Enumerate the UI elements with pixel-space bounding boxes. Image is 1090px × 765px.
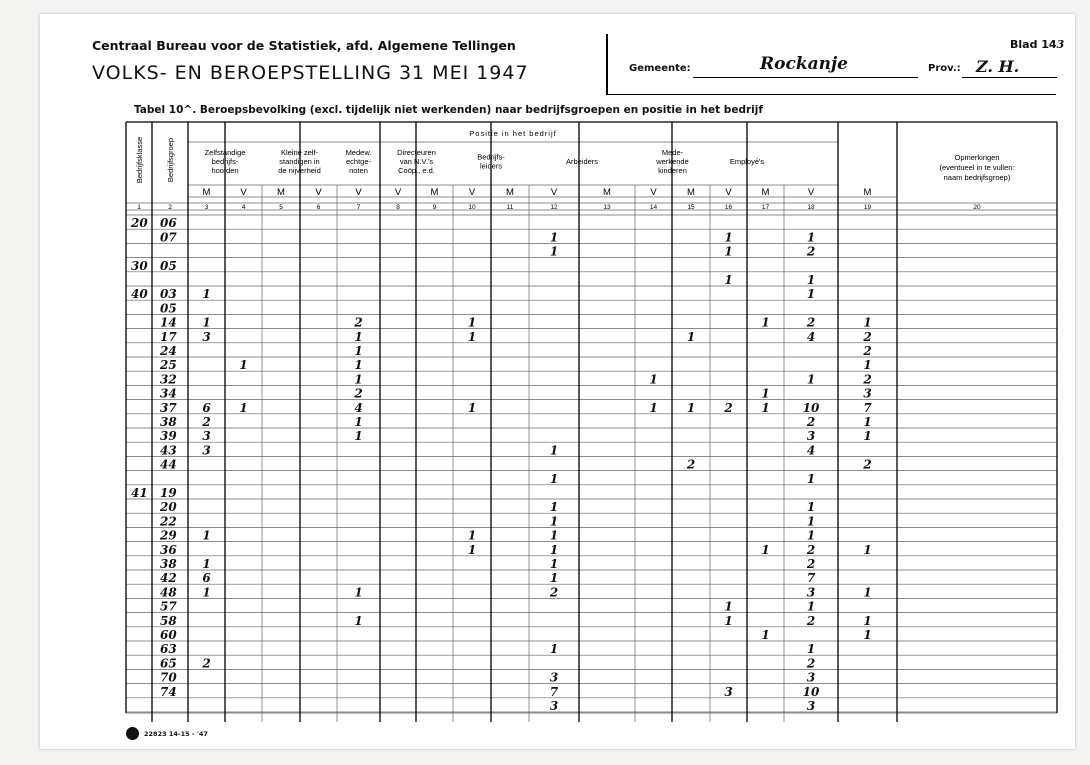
arbeiders-header-line: Arbeiders: [565, 157, 599, 166]
entry-col-12: 2: [549, 585, 559, 600]
table-title: Tabel 10^. Beroepsbevolking (excl. tijdelijk niet werkenden) naar bedrijfsgroepen en positie in het bedrijf: [134, 104, 763, 116]
entry-col-18: 4: [806, 329, 816, 344]
column-number: 5: [279, 204, 283, 211]
entry-col-10: 1: [467, 315, 477, 330]
bedrijfsgroep-entry: 34: [160, 386, 177, 401]
bedrijfsleiders-header-line: leiders: [479, 161, 503, 171]
zelfstandige-header-line: bedrijfs-: [211, 157, 239, 166]
bedrijfsgroep-entry: 42: [160, 571, 177, 586]
entry-col-19: 1: [863, 415, 872, 429]
entry-col-7: 1: [354, 613, 363, 628]
bedrijfsgroep-entry: 38: [160, 415, 177, 429]
bedrijfsgroep-entry: 05: [160, 301, 177, 316]
bedrijfsklasse-entry: 30: [131, 258, 148, 273]
medewerkende-echtgenoten-header-line: Medew.: [345, 148, 372, 157]
entry-col-3: 1: [202, 287, 211, 302]
entry-col-14: 1: [649, 372, 658, 387]
entry-col-18: 2: [806, 656, 816, 671]
entry-col-12: 3: [549, 670, 559, 685]
entry-col-19: 1: [863, 315, 872, 330]
column-number: 1: [137, 204, 141, 211]
mv-label: V: [355, 187, 362, 198]
bedrijfsklasse-entry: 41: [131, 486, 148, 500]
entry-col-16: 1: [724, 613, 733, 628]
directeuren-header-line: van N.V.'s: [399, 157, 434, 166]
opmerkingen-header-line: (eventueel in te vullen:: [939, 163, 1015, 172]
gemeente-value: Rockanje: [760, 54, 848, 74]
bedrijfsleiders-header-line: Bedrijfs-: [477, 152, 505, 162]
bedrijfsgroep-entry: 22: [160, 514, 177, 529]
entry-col-17: 1: [761, 628, 770, 642]
entry-col-17: 1: [761, 315, 770, 330]
entry-col-3: 1: [202, 557, 211, 571]
entry-col-10: 1: [467, 329, 477, 344]
printer-mark-icon: [126, 727, 139, 740]
mv-label: V: [468, 187, 476, 198]
column-number: 14: [649, 204, 658, 211]
column-number: 4: [241, 204, 246, 211]
bedrijfsgroep-entry: 25: [160, 358, 177, 373]
entry-col-19: 2: [863, 372, 872, 387]
entry-col-16: 1: [724, 599, 733, 614]
entry-col-18: 2: [806, 542, 816, 557]
column-number: 19: [863, 204, 872, 211]
entry-col-18: 3: [806, 429, 816, 444]
entry-col-18: 1: [806, 471, 816, 486]
entry-col-12: 1: [549, 528, 559, 543]
entry-col-12: 1: [549, 557, 559, 571]
zelfstandige-header-line: Zelfstandige: [204, 148, 246, 157]
mv-label: M: [603, 187, 611, 198]
opmerkingen-header-line: naam bedrijfsgroep): [943, 173, 1011, 182]
positie-header: Positie in het bedrijf: [469, 129, 557, 138]
entry-col-3: 3: [202, 329, 211, 344]
entry-col-14: 1: [649, 400, 658, 415]
entry-col-3: 1: [202, 315, 211, 330]
kleine-zelfstandigen-header-line: de nijverheid: [278, 166, 321, 175]
entry-col-15: 2: [686, 457, 696, 472]
entry-col-7: 1: [354, 429, 363, 444]
column-number: 18: [807, 204, 815, 211]
bedrijfsgroep-entry: 24: [160, 344, 177, 358]
entry-col-17: 1: [761, 386, 770, 401]
bedrijfsgroep-entry: 58: [160, 613, 177, 628]
entry-col-7: 1: [354, 372, 363, 387]
entry-col-3: 2: [202, 415, 211, 429]
column-number: 2: [168, 204, 172, 211]
bedrijfsgroep-entry: 44: [160, 457, 177, 472]
bedrijfsgroep-entry: 32: [160, 372, 177, 387]
bedrijfsgroep-entry: 48: [160, 585, 177, 600]
column-number: 11: [506, 204, 514, 211]
mv-label: M: [430, 187, 439, 198]
mv-label: M: [506, 187, 514, 198]
column-number: 6: [316, 204, 321, 211]
mv-label: V: [550, 187, 558, 198]
entry-col-19: 1: [863, 613, 872, 628]
entry-col-18: 2: [806, 557, 816, 571]
entry-col-16: 1: [724, 244, 733, 259]
entry-col-4: 1: [239, 358, 248, 373]
bedrijfsgroep-entry: 70: [160, 670, 177, 685]
entry-col-18: 1: [806, 642, 816, 657]
medewerkende-kinderen-header-line: Mede-: [661, 148, 684, 157]
print-code: 22823 14-15 - '47: [144, 730, 208, 738]
entry-col-19: 2: [863, 457, 872, 472]
entry-col-12: 1: [549, 471, 559, 486]
bedrijfsklasse-header: Bedrijfsklasse: [135, 136, 144, 184]
entry-col-7: 1: [354, 344, 363, 358]
directeuren-header-line: Coöp., e.d.: [398, 166, 435, 175]
entry-col-7: 2: [354, 386, 363, 401]
bedrijfsgroep-entry: 03: [160, 287, 177, 302]
medewerkende-kinderen-header-line: werkende: [656, 157, 689, 166]
entry-col-7: 2: [354, 315, 363, 330]
entry-col-3: 1: [202, 585, 211, 600]
entry-col-10: 1: [467, 528, 477, 543]
opmerkingen-header-line: Opmerkingen: [954, 153, 1000, 162]
bedrijfsgroep-entry: 20: [160, 500, 177, 515]
mv-label: V: [807, 187, 815, 198]
bedrijfsgroep-entry: 74: [160, 684, 177, 699]
bedrijfsgroep-entry: 14: [160, 315, 177, 330]
bedrijfsgroep-entry: 38: [160, 557, 177, 571]
bedrijfsgroep-entry: 05: [160, 258, 177, 273]
entry-col-12: 7: [549, 684, 559, 699]
blad-label-text: Blad 14: [1010, 38, 1057, 51]
bedrijfsklasse-entry: 20: [131, 216, 148, 231]
entry-col-7: 4: [354, 400, 363, 415]
medewerkende-echtgenoten-header-line: echtge-: [345, 157, 372, 166]
entry-col-12: 1: [549, 230, 559, 245]
entry-col-19: 3: [863, 386, 872, 401]
entry-col-18: 2: [806, 244, 816, 259]
prov-label: Prov.:: [928, 63, 961, 74]
entry-col-19: 2: [863, 344, 872, 358]
mv-label: V: [650, 187, 657, 198]
entry-col-7: 1: [354, 358, 363, 373]
entry-col-18: 3: [806, 585, 816, 600]
entry-col-18: 7: [806, 571, 816, 586]
column-number: 12: [550, 204, 558, 211]
entry-col-18: 1: [806, 514, 816, 529]
entry-col-7: 1: [354, 329, 363, 344]
bedrijfsgroep-entry: 39: [160, 429, 177, 444]
entry-col-18: 1: [806, 273, 816, 287]
bedrijfsgroep-entry: 57: [160, 599, 177, 614]
medewerkende-echtgenoten-header-line: noten: [349, 166, 368, 175]
entry-col-18: 10: [802, 400, 820, 415]
mv-label: M: [761, 187, 770, 198]
entry-col-16: 1: [724, 273, 733, 287]
entry-col-15: 1: [686, 400, 696, 415]
entry-col-3: 6: [202, 571, 211, 586]
column-number: 16: [724, 204, 733, 211]
bedrijfsgroep-entry: 37: [160, 400, 177, 415]
entry-col-19: 1: [863, 358, 872, 373]
bedrijfsgroep-entry: 63: [160, 642, 177, 657]
entry-col-12: 1: [549, 542, 559, 557]
entry-col-15: 1: [686, 329, 696, 344]
entry-col-12: 3: [549, 699, 559, 713]
entry-col-12: 1: [549, 443, 559, 458]
entry-col-19: 7: [863, 400, 872, 415]
entry-col-3: 2: [202, 656, 211, 671]
entry-col-12: 1: [549, 642, 559, 657]
entry-col-10: 1: [467, 400, 477, 415]
entry-col-18: 2: [806, 415, 816, 429]
column-number: 20: [973, 204, 981, 211]
blad-number: 3: [1056, 38, 1065, 51]
bedrijfsgroep-entry: 19: [160, 486, 177, 500]
bedrijfsgroep-entry: 06: [160, 216, 177, 231]
employes-header-line: Employé's: [729, 157, 765, 166]
mv-label: V: [315, 187, 322, 198]
entry-col-18: 3: [806, 670, 816, 685]
zelfstandige-header-line: hoofden: [211, 166, 239, 175]
entry-col-18: 1: [806, 230, 816, 245]
mv-label: V: [725, 187, 732, 198]
entry-col-18: 1: [806, 372, 816, 387]
mv-label: M: [202, 187, 211, 198]
bedrijfsgroep-entry: 07: [160, 230, 177, 245]
entry-col-18: 1: [806, 599, 816, 614]
entry-col-16: 3: [724, 684, 733, 699]
entry-col-18: 1: [806, 500, 816, 515]
bedrijfsgroep-entry: 60: [160, 628, 177, 642]
entry-col-16: 1: [724, 230, 733, 245]
entry-col-16: 2: [724, 400, 733, 415]
medewerkende-kinderen-header-line: kinderen: [658, 166, 687, 175]
entry-col-18: 2: [806, 613, 816, 628]
entry-col-12: 1: [549, 571, 559, 586]
bedrijfsgroep-header: Bedrijfsgroep: [166, 137, 175, 183]
bedrijfsgroep-entry: 43: [160, 443, 177, 458]
bedrijfsgroep-entry: 17: [160, 329, 177, 344]
column-number: 15: [687, 204, 695, 211]
entry-col-7: 1: [354, 415, 363, 429]
entry-col-12: 1: [549, 500, 559, 515]
entry-col-18: 4: [806, 443, 816, 458]
bedrijfsklasse-entry: 40: [131, 287, 148, 302]
column-number: 3: [204, 204, 209, 211]
column-number: 9: [432, 204, 437, 211]
kleine-zelfstandigen-header-line: Kleine zelf-: [280, 148, 319, 157]
entry-col-19: 1: [863, 542, 872, 557]
kleine-zelfstandigen-header-line: standigen in: [279, 157, 320, 166]
entry-col-18: 1: [806, 287, 816, 302]
bedrijfsgroep-entry: 36: [160, 542, 177, 557]
bedrijfsgroep-entry: 65: [160, 656, 177, 671]
entry-col-3: 1: [202, 528, 211, 543]
entry-col-18: 1: [806, 528, 816, 543]
entry-col-18: 3: [806, 699, 816, 713]
column-number: 17: [761, 204, 770, 211]
entry-col-19: 1: [863, 628, 872, 642]
column-number: 10: [468, 204, 476, 211]
entry-col-4: 1: [239, 400, 248, 415]
mv-label: V: [240, 187, 247, 198]
entry-col-10: 1: [467, 542, 477, 557]
bedrijfsgroep-entry: 29: [160, 528, 177, 543]
entry-col-19: 2: [863, 329, 872, 344]
entry-col-18: 10: [802, 684, 820, 699]
entry-col-3: 3: [202, 443, 211, 458]
entry-col-3: 6: [202, 400, 211, 415]
entry-col-19: 1: [863, 429, 872, 444]
form-title: VOLKS- EN BEROEPSTELLING 31 MEI 1947: [92, 62, 529, 84]
entry-col-17: 1: [761, 400, 770, 415]
column-number: 7: [356, 204, 361, 211]
entry-col-19: 1: [863, 585, 872, 600]
gemeente-label: Gemeente:: [629, 63, 691, 74]
prov-value: Z. H.: [976, 57, 1020, 76]
bureau-line: Centraal Bureau voor de Statistiek, afd. Algemene Tellingen: [92, 38, 516, 53]
column-number: 13: [603, 204, 611, 211]
entry-col-17: 1: [761, 542, 770, 557]
mv-label: M: [277, 187, 285, 198]
entry-col-12: 1: [549, 514, 559, 529]
entry-col-7: 1: [354, 585, 363, 600]
directeuren-header-line: Directeuren: [397, 148, 436, 157]
entry-col-18: 2: [806, 315, 816, 330]
mv-label: V: [394, 187, 402, 198]
mv-label: M: [863, 187, 872, 198]
entry-col-3: 3: [202, 429, 211, 444]
entry-col-12: 1: [549, 244, 559, 259]
mv-label: M: [687, 187, 695, 198]
column-number: 8: [396, 204, 400, 211]
